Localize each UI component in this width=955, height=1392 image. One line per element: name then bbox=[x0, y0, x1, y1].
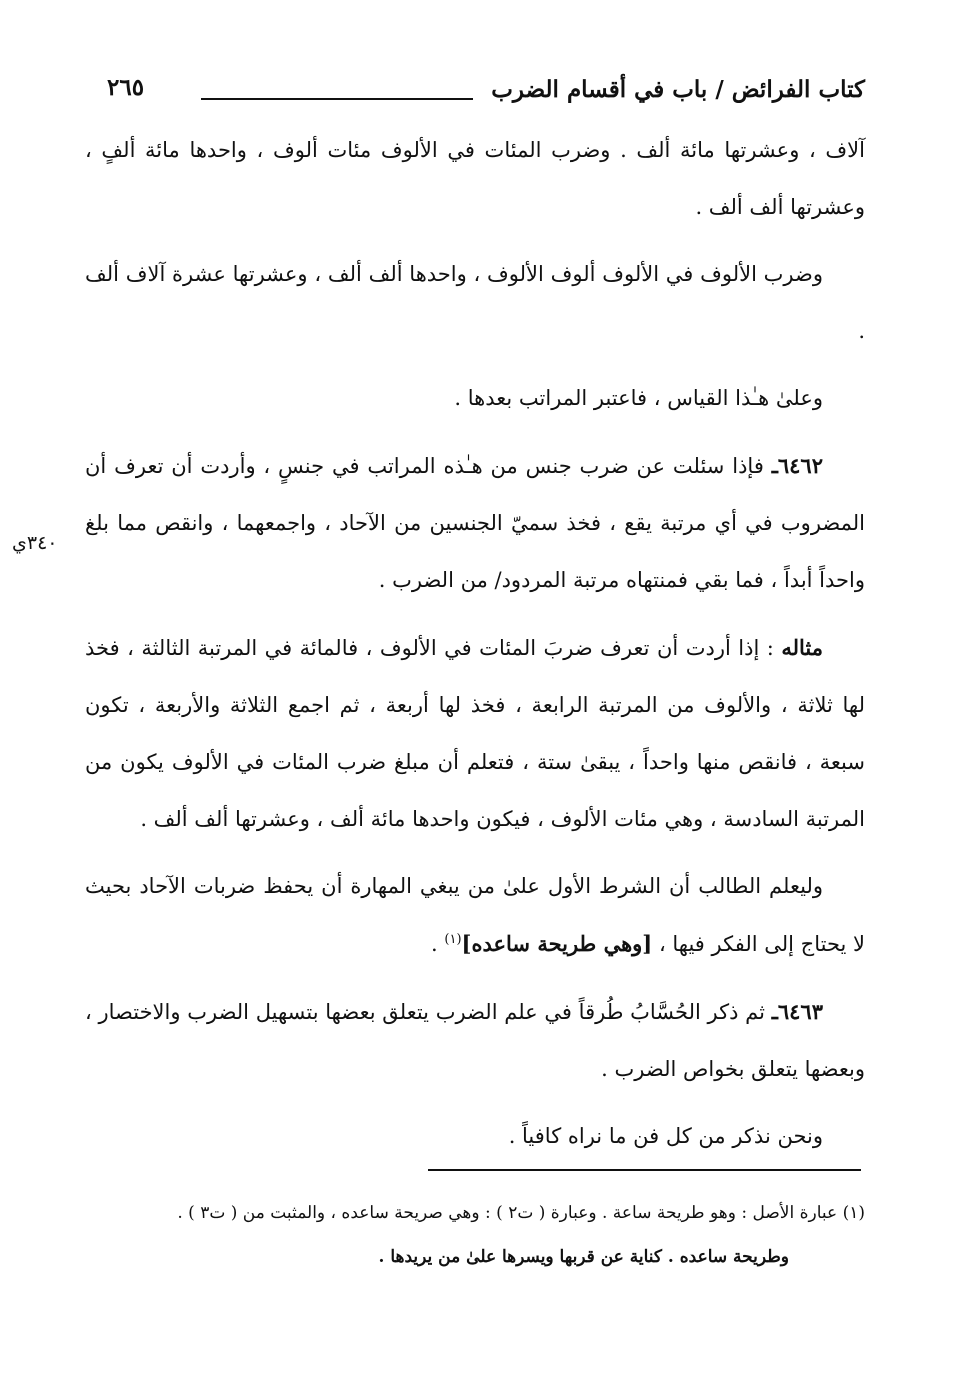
paragraph-7-text: ثم ذكر الحُسَّابُ طُرقاً في علم الضرب يتعلق بعضها بتسهيل الضرب والاختصار ، وبعضها يتعلق بخواص الضرب . bbox=[85, 1000, 865, 1081]
paragraph-6 bbox=[85, 858, 865, 973]
footnote-1: (١) عبارة الأصل : وهو طريحة ساعة . وعبارة ( ت٢ ) : وهي صريحة ساعده ، والمثبت من ( ت٣ ) . bbox=[177, 1203, 865, 1223]
margin-note: ٣٤٠ي bbox=[12, 532, 58, 554]
page-number: ٢٦٥ bbox=[107, 74, 145, 101]
running-header bbox=[95, 70, 865, 114]
paragraph-5-text: : إذا أردت أن تعرف ضربَ المئات في الألوف ، فالمائة في المرتبة الثالثة ، فخذ لها ثلاثة ، والألوف من المرتبة الرابعة ، فخذ لها أربعة ، ثم اجمع الثلاثة والأربعة ، تكون سبعة ، فانقص منها واحداً ، يبقىٰ ستة ، فتعلم أن مبلغ ضرب المئات في الألوف يكون من المرتبة السادسة ، وهي مئات الألوف ، فيكون واحدها مائة ألف ، وعشرتها ألف ألف . bbox=[85, 636, 865, 831]
paragraph-3: وعلىٰ هـٰذا القياس ، فاعتبر المراتب بعدها . bbox=[454, 386, 823, 410]
footnote-divider bbox=[428, 1169, 861, 1171]
header-title: كتاب الفرائض / باب في أقسام الضرب bbox=[491, 76, 865, 103]
main-text bbox=[85, 122, 865, 1175]
paragraph-7 bbox=[85, 983, 865, 1098]
paragraph-5 bbox=[85, 619, 865, 848]
paragraph-4 bbox=[85, 437, 865, 609]
bold-phrase: [وهي طريحة ساعده] bbox=[461, 931, 653, 956]
section-number-6463: ٦٤٦٣ـ bbox=[771, 999, 823, 1024]
footnotes bbox=[85, 1196, 865, 1274]
example-label: مثاله bbox=[781, 635, 823, 660]
paragraph-8: ونحن نذكر من كل فن ما نراه كافياً . bbox=[508, 1124, 823, 1148]
section-number-6462: ٦٤٦٢ـ bbox=[771, 453, 823, 478]
paragraph-2: وضرب الألوف في الألوف ألوف الألوف ، واحدها ألف ألف ، وعشرتها عشرة آلاف ألف . bbox=[85, 262, 865, 343]
paragraph-4-text: فإذا سئلت عن ضرب جنس من هـٰذه المراتب في جنسٍ ، وأردت أن تعرف أن المضروب في أي مرتبة يقع ، فخذ سميّ الجنسين من الآحاد ، واجمعهما ، وانقص مما بلغ واحداً أبداً ، فما بقي فمنتهاه مرتبة المردود/ من الضرب . bbox=[85, 454, 865, 592]
footnote-gloss: وطريحة ساعده . كناية عن قربها ويسرها علىٰ من يريدها . bbox=[378, 1247, 789, 1267]
footnote-reference: (١) bbox=[444, 932, 462, 947]
paragraph-6-text: وليعلم الطالب أن الشرط الأول علىٰ من يبغي المهارة أن يحفظ ضربات الآحاد بحيث لا يحتاج إلى الفكر فيها ، bbox=[85, 874, 865, 956]
paragraph-1: آلاف ، وعشرتها مائة ألف . وضرب المئات في الألوف مئات ألوف ، واحدها مائة ألفٍ ، وعشرتها ألف ألف . bbox=[85, 138, 865, 219]
header-rule bbox=[201, 98, 473, 100]
paragraph-6-end: . bbox=[431, 932, 438, 956]
